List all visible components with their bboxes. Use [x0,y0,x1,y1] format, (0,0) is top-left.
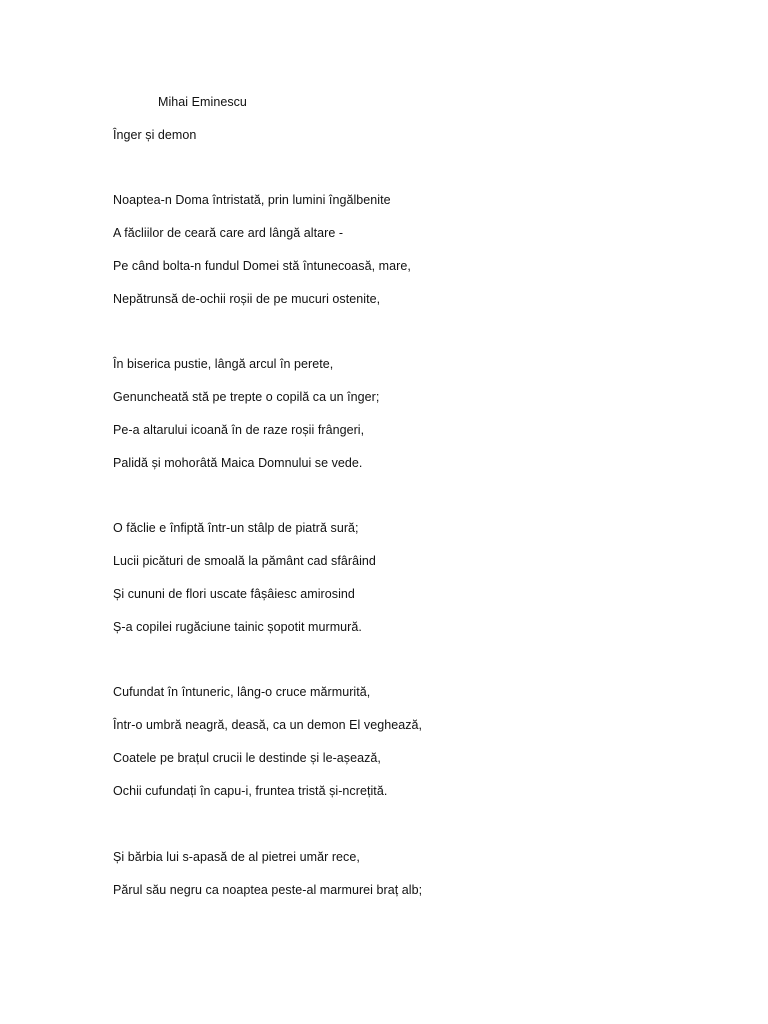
poem-line: Coatele pe brațul crucii le destinde și le-așează, [113,751,381,765]
poem-line: Cufundat în întuneric, lâng-o cruce mărmurită, [113,685,371,699]
poem-line: Palidă și mohorâtă Maica Domnului se vede. [113,456,363,470]
poem-line: Și bărbia lui s-apasă de al pietrei umăr rece, [113,850,360,864]
poem-line: Într-o umbră neagră, deasă, ca un demon El veghează, [113,718,423,732]
poem-line: În biserica pustie, lângă arcul în perete, [113,357,334,371]
poem-title: Înger și demon [113,128,197,142]
poem-line: Ș-a copilei rugăciune tainic șopotit murmură. [113,620,362,634]
poem-line: Noaptea-n Doma întristată, prin lumini îngălbenite [113,193,391,207]
poem-line: Și cununi de flori uscate fâșâiesc amirosind [113,587,355,601]
poem-line: Genuncheată stă pe trepte o copilă ca un înger; [113,390,380,404]
poem-line: A făcliilor de ceară care ard lângă altare - [113,226,344,240]
poem-line: O făclie e înfiptă într-un stâlp de piatră sură; [113,521,359,535]
poem-line: Nepătrunsă de-ochii roșii de pe mucuri ostenite, [113,292,381,306]
poem-line: Părul său negru ca noaptea peste-al marmurei braț alb; [113,883,423,897]
poem-line: Ochii cufundați în capu-i, fruntea tristă și-ncrețită. [113,784,388,798]
poem-line: Lucii picături de smoală la pământ cad sfârâind [113,554,376,568]
poem-line: Pe când bolta-n fundul Domei stă întunecoasă, mare, [113,259,411,273]
poem-author: Mihai Eminescu [158,95,247,109]
poem-line: Pe-a altarului icoană în de raze roșii frângeri, [113,423,365,437]
